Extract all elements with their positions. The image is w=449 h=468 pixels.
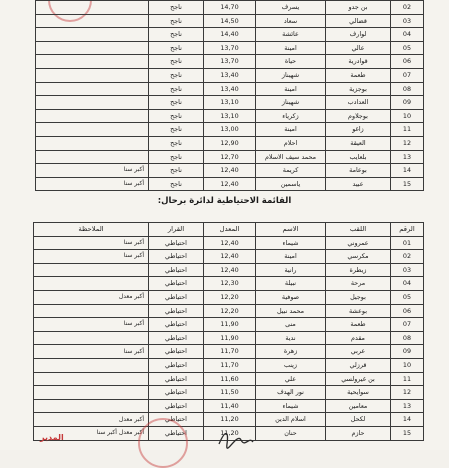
decision-cell: احتياطي: [149, 236, 204, 250]
decision-cell: احتياطي: [149, 277, 204, 291]
table-row: [34, 386, 424, 400]
first-name-cell: شيماء: [256, 399, 326, 413]
last-name-cell: بن جدو: [326, 1, 391, 15]
average-cell: 11,20: [204, 413, 256, 427]
row-number-cell: 05: [391, 41, 424, 55]
note-cell: [34, 372, 149, 386]
header-note: الملاحظة: [34, 223, 149, 237]
first-name-cell: محمد سيف الاسلام: [256, 150, 326, 164]
reserve-table-header: [34, 223, 424, 237]
decision-cell: احتياطي: [149, 358, 204, 372]
last-name-cell: طعمة: [326, 68, 391, 82]
last-name-cell: مقدم: [326, 331, 391, 345]
row-number-cell: 08: [391, 82, 424, 96]
header-decision: القرار: [149, 223, 204, 237]
last-name-cell: بوعشة: [326, 304, 391, 318]
table-row: [34, 413, 424, 427]
decision-cell: ناجح: [149, 28, 204, 42]
section-title: القائمة الاحتياطية لدائرة برحال:: [157, 196, 292, 206]
table-row: [34, 263, 424, 277]
average-cell: 12,40: [204, 177, 256, 191]
first-name-cell: حنان: [256, 426, 326, 440]
note-cell: [36, 123, 149, 137]
average-cell: 13,40: [204, 68, 256, 82]
average-cell: 11,20: [204, 426, 256, 440]
average-cell: 11,90: [204, 331, 256, 345]
note-cell: [36, 96, 149, 110]
row-number-cell: 10: [391, 109, 424, 123]
signature-title: المدير: [40, 433, 64, 442]
row-number-cell: 07: [391, 318, 424, 332]
last-name-cell: بلعايب: [326, 150, 391, 164]
row-number-cell: 06: [391, 55, 424, 69]
first-name-cell: نور الهدف: [256, 386, 326, 400]
row-number-cell: 09: [391, 345, 424, 359]
table-row: [36, 96, 424, 110]
first-name-cell: امينة: [256, 123, 326, 137]
note-cell: أكبر سنا: [34, 345, 149, 359]
header-last-name: اللقب: [326, 223, 391, 237]
average-cell: 13,70: [204, 55, 256, 69]
table-row: [34, 331, 424, 345]
table-row: [36, 82, 424, 96]
average-cell: 13,40: [204, 82, 256, 96]
note-cell: [36, 150, 149, 164]
first-name-cell: حياة: [256, 55, 326, 69]
average-cell: 12,40: [204, 164, 256, 178]
first-name-cell: منى: [256, 318, 326, 332]
average-cell: 12,40: [204, 250, 256, 264]
note-cell: أكبر سنا: [34, 318, 149, 332]
row-number-cell: 08: [391, 331, 424, 345]
decision-cell: احتياطي: [149, 386, 204, 400]
last-name-cell: لوارف: [326, 28, 391, 42]
table-row: [34, 358, 424, 372]
decision-cell: احتياطي: [149, 426, 204, 440]
first-name-cell: نبيلة: [256, 277, 326, 291]
decision-cell: ناجح: [149, 123, 204, 137]
decision-cell: احتياطي: [149, 331, 204, 345]
last-name-cell: معامين: [326, 399, 391, 413]
table-row: [34, 277, 424, 291]
first-name-cell: شهيناز: [256, 68, 326, 82]
table-row: [34, 290, 424, 304]
note-cell: [34, 358, 149, 372]
row-number-cell: 09: [391, 96, 424, 110]
table-row: [36, 41, 424, 55]
decision-cell: ناجح: [149, 1, 204, 15]
row-number-cell: 04: [391, 28, 424, 42]
first-name-cell: محمد نبيل: [256, 304, 326, 318]
first-name-cell: امينة: [256, 250, 326, 264]
decision-cell: ناجح: [149, 177, 204, 191]
decision-cell: ناجح: [149, 164, 204, 178]
last-name-cell: قوادرية: [326, 55, 391, 69]
decision-cell: احتياطي: [149, 413, 204, 427]
row-number-cell: 14: [391, 164, 424, 178]
note-cell: أكبر سنا: [34, 236, 149, 250]
note-cell: أكبر معدل: [34, 413, 149, 427]
winners-table-body: [36, 1, 424, 191]
decision-cell: ناجح: [149, 68, 204, 82]
row-number-cell: 05: [391, 290, 424, 304]
note-cell: [36, 41, 149, 55]
last-name-cell: عمروني: [326, 236, 391, 250]
decision-cell: احتياطي: [149, 345, 204, 359]
last-name-cell: العيقة: [326, 136, 391, 150]
decision-cell: ناجح: [149, 14, 204, 28]
decision-cell: احتياطي: [149, 304, 204, 318]
row-number-cell: 02: [391, 1, 424, 15]
last-name-cell: بوجيل: [326, 290, 391, 304]
first-name-cell: امينة: [256, 82, 326, 96]
note-cell: [34, 263, 149, 277]
decision-cell: احتياطي: [149, 250, 204, 264]
average-cell: 11,70: [204, 358, 256, 372]
note-cell: [34, 277, 149, 291]
first-name-cell: شيماء: [256, 236, 326, 250]
average-cell: 12,20: [204, 304, 256, 318]
average-cell: 12,20: [204, 290, 256, 304]
last-name-cell: بن غيرولسي: [326, 372, 391, 386]
decision-cell: ناجح: [149, 41, 204, 55]
decision-cell: ناجح: [149, 150, 204, 164]
last-name-cell: العدادب: [326, 96, 391, 110]
table-row: [36, 136, 424, 150]
row-number-cell: 13: [391, 150, 424, 164]
table-row: [34, 236, 424, 250]
average-cell: 13,70: [204, 41, 256, 55]
decision-cell: احتياطي: [149, 318, 204, 332]
winners-table: [35, 0, 424, 191]
header-num: الرقم: [391, 223, 424, 237]
first-name-cell: ندية: [256, 331, 326, 345]
average-cell: 14,40: [204, 28, 256, 42]
note-cell: [36, 136, 149, 150]
table-row: [36, 123, 424, 137]
last-name-cell: مرحة: [326, 277, 391, 291]
note-cell: أكبر سنا: [34, 250, 149, 264]
row-number-cell: 07: [391, 68, 424, 82]
last-name-cell: قرزلي: [326, 358, 391, 372]
row-number-cell: 15: [391, 426, 424, 440]
average-cell: 13,00: [204, 123, 256, 137]
first-name-cell: زينب: [256, 358, 326, 372]
table-row: [34, 399, 424, 413]
table-row: [36, 68, 424, 82]
last-name-cell: مكرسي: [326, 250, 391, 264]
row-number-cell: 03: [391, 263, 424, 277]
row-number-cell: 13: [391, 399, 424, 413]
last-name-cell: قضالي: [326, 14, 391, 28]
note-cell: [34, 399, 149, 413]
decision-cell: ناجح: [149, 96, 204, 110]
average-cell: 13,10: [204, 96, 256, 110]
table-row: [36, 150, 424, 164]
first-name-cell: زهرة: [256, 345, 326, 359]
decision-cell: احتياطي: [149, 399, 204, 413]
first-name-cell: سعاد: [256, 14, 326, 28]
table-row: [36, 177, 424, 191]
table-row: [36, 109, 424, 123]
row-number-cell: 06: [391, 304, 424, 318]
last-name-cell: عالي: [326, 41, 391, 55]
row-number-cell: 11: [391, 372, 424, 386]
header-first-name: الاسم: [256, 223, 326, 237]
first-name-cell: صوفية: [256, 290, 326, 304]
note-cell: [34, 386, 149, 400]
decision-cell: احتياطي: [149, 290, 204, 304]
last-name-cell: زاغو: [326, 123, 391, 137]
first-name-cell: شهيناز: [256, 96, 326, 110]
row-number-cell: 03: [391, 14, 424, 28]
average-cell: 13,10: [204, 109, 256, 123]
first-name-cell: ياسمين: [256, 177, 326, 191]
first-name-cell: امينة: [256, 41, 326, 55]
table-row: [34, 372, 424, 386]
average-cell: 11,90: [204, 318, 256, 332]
handwritten-signature: [215, 426, 255, 450]
note-cell: [36, 1, 149, 15]
table-row: [36, 1, 424, 15]
first-name-cell: عائشة: [256, 28, 326, 42]
row-number-cell: 02: [391, 250, 424, 264]
row-number-cell: 12: [391, 136, 424, 150]
note-cell: [34, 304, 149, 318]
average-cell: 12,40: [204, 263, 256, 277]
note-cell: [36, 14, 149, 28]
decision-cell: احتياطي: [149, 263, 204, 277]
average-cell: 12,30: [204, 277, 256, 291]
table-row: [36, 164, 424, 178]
average-cell: 12,70: [204, 150, 256, 164]
last-name-cell: طعمة: [326, 318, 391, 332]
first-name-cell: زكرياء: [256, 109, 326, 123]
note-cell: [36, 55, 149, 69]
last-name-cell: بوجزية: [326, 82, 391, 96]
table-row: [36, 55, 424, 69]
last-name-cell: لكحل: [326, 413, 391, 427]
note-cell: [34, 331, 149, 345]
last-name-cell: سوايحية: [326, 386, 391, 400]
table-row: [36, 14, 424, 28]
first-name-cell: يسرف: [256, 1, 326, 15]
note-cell: أكبر سنا: [36, 164, 149, 178]
last-name-cell: عبيد: [326, 177, 391, 191]
table-row: [34, 318, 424, 332]
table-row: [36, 28, 424, 42]
row-number-cell: 04: [391, 277, 424, 291]
decision-cell: احتياطي: [149, 372, 204, 386]
average-cell: 12,40: [204, 236, 256, 250]
note-cell: [36, 68, 149, 82]
first-name-cell: اسلام الدين: [256, 413, 326, 427]
average-cell: 11,50: [204, 386, 256, 400]
average-cell: 14,50: [204, 14, 256, 28]
note-cell: أكبر معدل: [34, 290, 149, 304]
last-name-cell: عربي: [326, 345, 391, 359]
official-stamp-bottom: [138, 418, 188, 468]
row-number-cell: 10: [391, 358, 424, 372]
note-cell: أكبر سنا: [36, 177, 149, 191]
row-number-cell: 15: [391, 177, 424, 191]
first-name-cell: احلام: [256, 136, 326, 150]
note-cell: [36, 28, 149, 42]
average-cell: 11,70: [204, 345, 256, 359]
last-name-cell: بوعامة: [326, 164, 391, 178]
note-cell: [36, 82, 149, 96]
note-cell: [36, 109, 149, 123]
table-row: [34, 250, 424, 264]
reserve-table: [33, 222, 424, 441]
average-cell: 12,90: [204, 136, 256, 150]
last-name-cell: زيطرة: [326, 263, 391, 277]
first-name-cell: كريمة: [256, 164, 326, 178]
last-name-cell: بوجلاوم: [326, 109, 391, 123]
decision-cell: ناجح: [149, 82, 204, 96]
table-row: [34, 345, 424, 359]
reserve-table-body: [34, 236, 424, 440]
row-number-cell: 01: [391, 236, 424, 250]
average-cell: 11,60: [204, 372, 256, 386]
row-number-cell: 12: [391, 386, 424, 400]
decision-cell: ناجح: [149, 136, 204, 150]
average-cell: 11,40: [204, 399, 256, 413]
row-number-cell: 14: [391, 413, 424, 427]
average-cell: 14,70: [204, 1, 256, 15]
header-average: المعدل: [204, 223, 256, 237]
decision-cell: ناجح: [149, 55, 204, 69]
decision-cell: ناجح: [149, 109, 204, 123]
row-number-cell: 11: [391, 123, 424, 137]
note-cell: أكبر معدل أكبر سنا: [34, 426, 149, 440]
first-name-cell: رانية: [256, 263, 326, 277]
table-row: [34, 304, 424, 318]
last-name-cell: حازم: [326, 426, 391, 440]
first-name-cell: علي: [256, 372, 326, 386]
